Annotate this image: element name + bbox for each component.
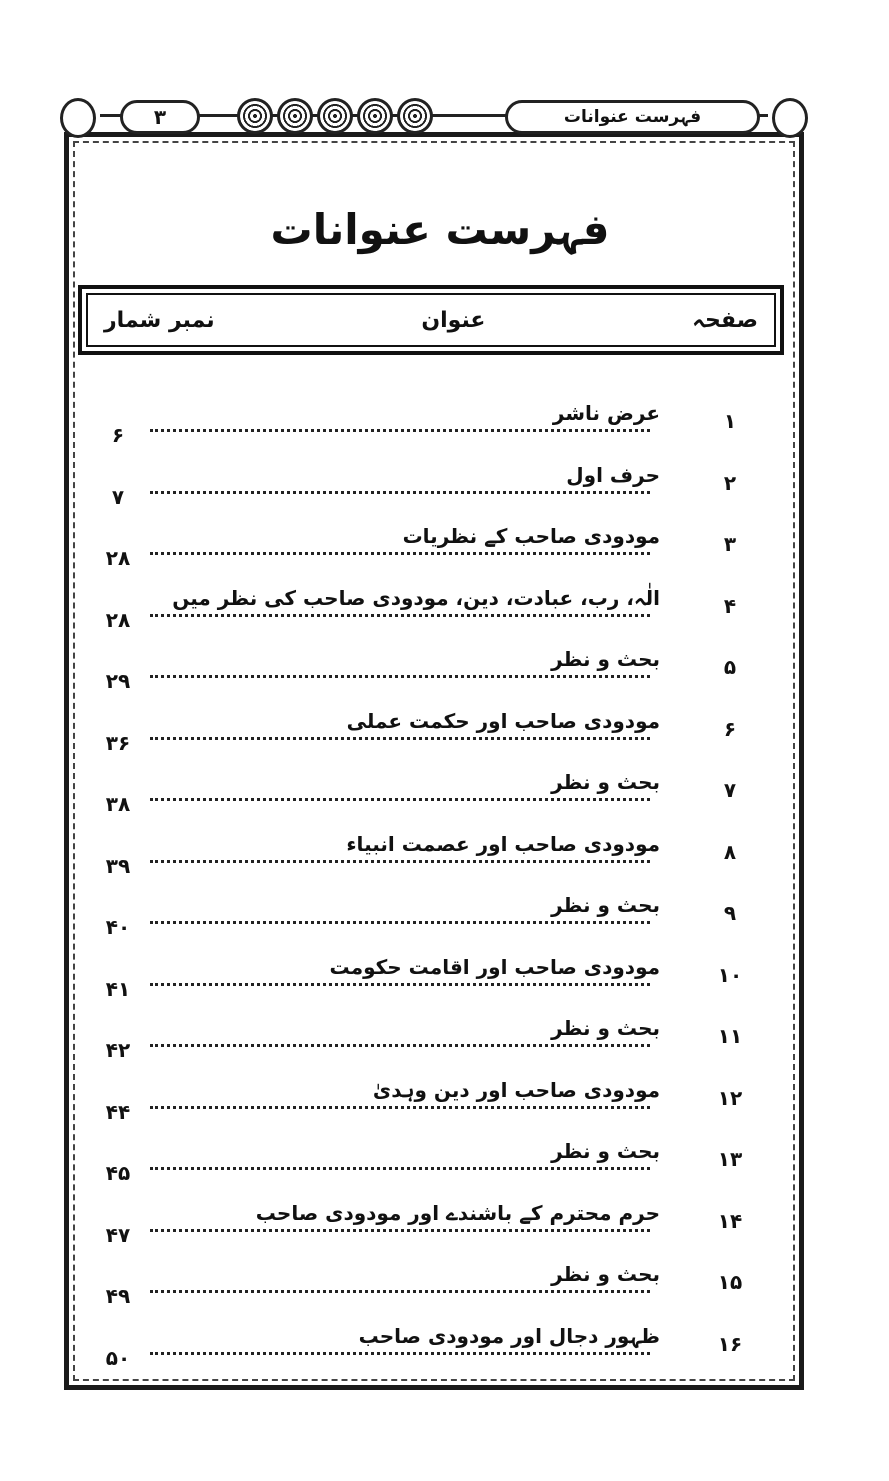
toc-entry (90, 764, 760, 826)
entry-title: عرض ناشر (552, 401, 660, 425)
column-header (78, 285, 784, 355)
entry-page: ۴۵ (105, 1161, 131, 1185)
entry-number: ۱۱ (717, 1024, 743, 1048)
entry-title: مودودی صاحب اور دین وہدیٰ (372, 1077, 660, 1102)
entry-number: ۱۴ (717, 1208, 743, 1233)
toc-entry (90, 949, 760, 1011)
column-title-label: عنوان (421, 307, 486, 333)
toc-list (90, 395, 760, 1379)
toc-entry (90, 1256, 760, 1318)
toc-entry (90, 457, 760, 519)
entry-page: ۶ (111, 423, 125, 447)
toc-entry (90, 1195, 760, 1257)
running-header (60, 92, 808, 140)
column-number-label: نمبر شمار (104, 307, 215, 333)
dot-leader (150, 1044, 650, 1047)
entry-page: ۳۹ (105, 853, 131, 878)
entry-title: مودودی صاحب کے نظریات (402, 524, 660, 548)
entry-page: ۴۴ (105, 1099, 131, 1124)
entry-number: ۱۵ (717, 1270, 743, 1294)
entry-number: ۱۳ (717, 1147, 743, 1171)
entry-title: حرف اول (566, 462, 660, 487)
entry-page: ۲۹ (105, 669, 131, 693)
toc-entry (90, 887, 760, 949)
entry-page: ۷ (111, 484, 125, 509)
toc-entry (90, 395, 760, 457)
dot-leader (150, 983, 650, 986)
toc-entry (90, 703, 760, 765)
entry-number: ۸ (723, 839, 737, 864)
dot-leader (150, 1352, 650, 1355)
entry-page: ۴۱ (105, 976, 131, 1001)
entry-number: ۶ (723, 716, 737, 741)
entry-page: ۴۹ (105, 1284, 131, 1308)
entry-number: ۱۶ (717, 1331, 743, 1356)
dot-leader (150, 491, 650, 494)
dot-leader (150, 921, 650, 924)
entry-page: ۴۰ (105, 915, 131, 939)
dot-leader (150, 860, 650, 863)
entry-title: الٰہ، رب، عبادت، دین، مودودی صاحب کی نظر میں (172, 585, 660, 610)
dot-leader (150, 429, 650, 432)
entry-title: حرم محترم کے باشندے اور مودودی صاحب (255, 1200, 660, 1225)
header-running-title: فہرست عنوانات (505, 100, 760, 134)
page-title: فہرست عنوانات (270, 205, 610, 254)
entry-title: بحث و نظر (551, 1139, 660, 1163)
entry-title: ظہور دجال اور مودودی صاحب (358, 1323, 660, 1348)
header-page-number: ۳ (120, 100, 200, 134)
entry-page: ۵۰ (105, 1345, 131, 1370)
toc-entry (90, 1133, 760, 1195)
dot-leader (150, 552, 650, 555)
header-center-ornament (230, 96, 440, 136)
toc-entry (90, 641, 760, 703)
entry-number: ۱۲ (717, 1085, 743, 1110)
entry-number: ۹ (723, 901, 737, 925)
entry-title: بحث و نظر (551, 1262, 660, 1286)
entry-title: بحث و نظر (551, 770, 660, 794)
dot-leader (150, 1167, 650, 1170)
entry-number: ۴ (723, 593, 737, 618)
toc-entry (90, 1318, 760, 1380)
entry-number: ۲ (723, 470, 737, 495)
column-page-label: صفحہ (692, 307, 758, 333)
entry-page: ۳۸ (105, 792, 131, 816)
entry-page: ۲۸ (105, 607, 131, 632)
entry-page: ۳۶ (105, 730, 131, 755)
dot-leader (150, 1106, 650, 1109)
entry-page: ۴۲ (105, 1038, 131, 1062)
header-left-ornament (60, 98, 96, 138)
entry-title: بحث و نظر (551, 647, 660, 671)
toc-entry (90, 826, 760, 888)
dot-leader (150, 1290, 650, 1293)
entry-title: مودودی صاحب اور اقامت حکومت (329, 954, 660, 979)
toc-entry (90, 518, 760, 580)
entry-title: بحث و نظر (551, 893, 660, 917)
dot-leader (150, 675, 650, 678)
entry-number: ۷ (723, 778, 737, 802)
entry-number: ۱ (723, 409, 737, 433)
entry-title: مودودی صاحب اور عصمت انبیاء (346, 831, 660, 856)
dot-leader (150, 798, 650, 801)
toc-entry (90, 580, 760, 642)
entry-title: بحث و نظر (551, 1016, 660, 1040)
entry-title: مودودی صاحب اور حکمت عملی (346, 708, 660, 733)
entry-page: ۴۷ (105, 1222, 131, 1247)
dot-leader (150, 1229, 650, 1232)
entry-number: ۵ (723, 655, 737, 679)
dot-leader (150, 614, 650, 617)
toc-entry (90, 1010, 760, 1072)
dot-leader (150, 737, 650, 740)
header-right-ornament (772, 98, 808, 138)
entry-number: ۳ (723, 532, 737, 556)
toc-entry (90, 1072, 760, 1134)
entry-number: ۱۰ (717, 962, 743, 987)
entry-page: ۲۸ (105, 546, 131, 570)
